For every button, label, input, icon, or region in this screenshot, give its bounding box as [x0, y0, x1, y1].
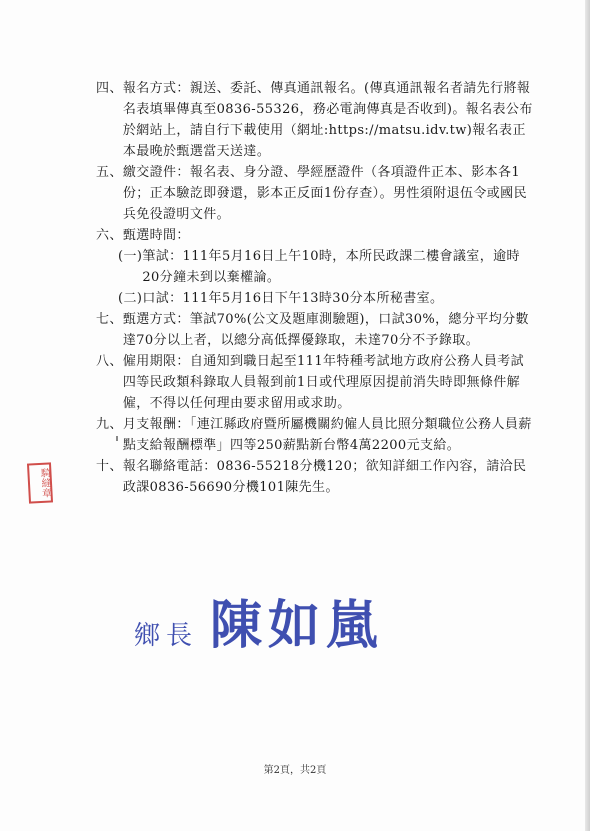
list-item — [96, 309, 536, 351]
item-text: 甄選方式：筆試70%(公文及題庫測驗題)，口試30%，總分平均分數達70分以上者，以總分高低擇優錄取，未達70分不予錄取。 — [122, 312, 529, 348]
item-text: 報名方式：親送、委託、傳真通訊報名。(傳真通訊報名者請先行將報名表填畢傳真至0836-55326，務必電詢傳真是否收到)。報名表公布於網站上，請自行下載使用（網址:https://matsu.idv.tw)報名表正本最晚於甄選當天送達。 — [122, 81, 533, 159]
list-item — [96, 414, 536, 456]
page-edge — [585, 0, 590, 831]
sub-item-text: 筆試：111年5月16日上午10時，本所民政課二樓會議室，逾時20分鐘未到以棄權論。 — [142, 249, 520, 285]
item-number: 六、 — [96, 228, 123, 243]
item-number: 八、 — [96, 354, 123, 369]
signature-stamp — [134, 583, 384, 658]
item-text: 僱用期限：自通知到職日起至111年特種考試地方政府公務人員考試四等民政類科錄取人員報到前1日或代理原因提前消失時即無條件解僱，不得以任何理由要求留用或求助。 — [122, 354, 525, 411]
sub-item-number: (二) — [118, 291, 143, 306]
list-item — [96, 456, 536, 498]
sub-list-item — [96, 288, 536, 309]
sub-item-text: 口試：111年5月16日下午13時30分本所秘書室。 — [142, 291, 444, 306]
item-text: 月支報酬：「連江縣政府暨所屬機關約僱人員比照分類職位公務人員薪點支給報酬標準」四等250薪點新台幣4萬2200元支給。 — [122, 417, 532, 453]
item-number: 七、 — [96, 312, 123, 327]
signature-name: 陳如嵐 — [210, 596, 385, 656]
seal-stamp: 騎縫章 — [27, 462, 53, 503]
list-item — [96, 78, 536, 162]
signature-title: 鄉長 — [134, 621, 199, 651]
item-text: 甄選時間： — [122, 228, 190, 243]
item-number: 四、 — [96, 81, 123, 96]
item-number: 五、 — [96, 165, 123, 180]
list-item — [96, 225, 536, 246]
page-number: 第2頁，共2頁 — [263, 765, 327, 776]
sub-list-item — [96, 246, 536, 288]
item-text: 報名聯絡電話：0836-55218分機120；欲知詳細工作內容，請洽民政課0836-56690分機101陳先生。 — [122, 459, 527, 495]
sub-item-number: (一) — [118, 249, 143, 264]
item-number: 九、 — [96, 417, 123, 432]
regulation-list — [96, 78, 536, 498]
list-item — [96, 162, 536, 225]
item-text: 繳交證件：報名表、身分證、學經歷證件（各項證件正本、影本各1份；正本驗訖即發還，影本正反面1份存查）。男性須附退伍令或國民兵免役證明文件。 — [122, 165, 527, 222]
item-number: 十、 — [96, 459, 123, 474]
list-item — [96, 351, 536, 414]
